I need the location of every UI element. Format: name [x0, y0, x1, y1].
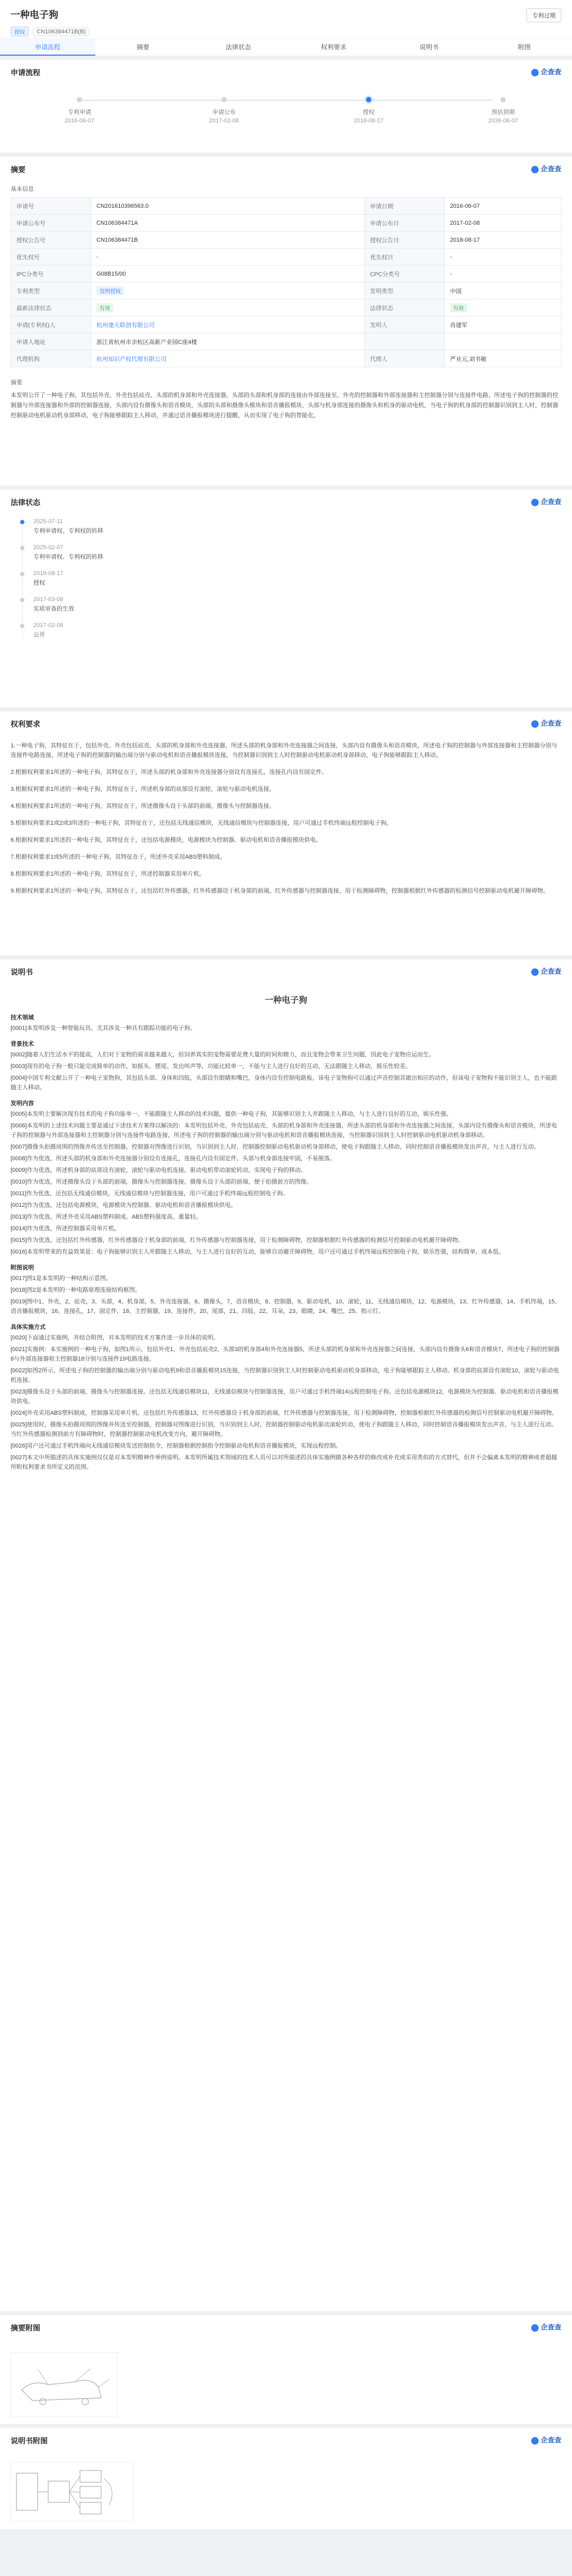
brand-icon: [531, 2324, 539, 2332]
spec-section-heading: 具体实施方式: [11, 1324, 46, 1330]
legal-item: 2025-07-11 专利申请权、专利权的转移: [33, 518, 561, 535]
flow-node-dot: [77, 97, 82, 102]
spec-section-heading: 附图说明: [11, 1265, 34, 1271]
spec-doc-title: 一种电子狗: [264, 996, 307, 1005]
spec-paragraph: [0026]用户还可通过手机终端向无线通信模块发送控制指令，控制器根据控制指令控制驱动电机和语音播报模块，实现远程控制。: [11, 1443, 342, 1449]
brand-logo: 企查查: [531, 496, 561, 506]
abstract-figure-card: [0, 2315, 572, 2424]
flow-timeline: [11, 96, 561, 133]
abstract-figure-title: 摘要附图: [11, 2324, 40, 2332]
table-row: 代理机构 杭州知识产权代理有限公司 代理人 严业元,刘书敏: [11, 350, 561, 367]
spec-paragraph: [0020]下面通过实施例，并结合附图，对本发明的技术方案作进一步具体的说明。: [11, 1335, 219, 1341]
summary-card: [0, 157, 572, 486]
brand-icon: [531, 2437, 539, 2445]
spec-paragraph: [0024]外壳采用ABS塑料制成，控制器采用单片机。还包括红外传感器13，红外传感器设于机身部的前端，红外传感器与控制器连接，用于检测障碍物，控制器根据红外传感器的检测信号控制驱动电机避开障碍物。: [11, 1410, 558, 1416]
brand-icon: [531, 166, 539, 173]
claim-item: 6.根据权利要求1所述的一种电子狗，其特征在于，还包括电源模块，电源模块为控制器、驱动电机和语音播报模块供电。: [11, 837, 322, 843]
drawings-title: 说明书附图: [11, 2437, 48, 2445]
patent-title: 一种电子狗: [11, 10, 58, 20]
abstract-label: 摘要: [11, 380, 22, 386]
spec-paragraph: [0027]本文中所描述的具体实施例仅仅是对本发明精神作举例说明。本发明所属技术领域的技术人员可以对所描述的具体实施例做各种各样的修改或补充或采用类似的方式替代，但并不会偏离本发明的精神或者超越所附权利要求书所定义的范围。: [11, 1454, 557, 1470]
table-row: 专利类型 发明授权 发明类型 中国: [11, 283, 561, 299]
claim-item: 9.根据权利要求1所述的一种电子狗，其特征在于，还包括红外传感器，红外传感器设于机身部的前端，红外传感器与控制器连接，用于检测障碍物，控制器根据红外传感器的检测信号控制驱动电机避开障碍物。: [11, 888, 549, 894]
legal-timeline: [22, 518, 561, 639]
flow-card: [0, 60, 572, 153]
table-row: 授权公告号 CN106384471B 授权公告日 2018-08-17: [11, 232, 561, 249]
spec-paragraph: [0016]本发明带来的有益效果是：电子狗能够识别主人并跟随主人移动，与主人进行良好的互动，能够自动避开障碍物，用户还可通过手机终端远程控制电子狗，娱乐性强，结构简单，成本低。: [11, 1249, 505, 1255]
spec-paragraph: [0003]现有的电子狗一般只能完成简单的动作，如摇头、摆尾、发出叫声等，功能比较单一，不能与主人进行良好的互动，无法跟随主人移动，娱乐性较差。: [11, 1063, 412, 1070]
claims-list: [11, 741, 561, 896]
brand-logo: 企查查: [531, 2322, 561, 2332]
spec-section-heading: 发明内容: [11, 1100, 34, 1107]
spec-paragraph: [0008]作为优选，所述头部的机身部和外壳连接器分别设有连接孔，连接孔内设有固定件。头部与机身部连接牢固，不易脱落。: [11, 1155, 336, 1162]
flow-node: 申请公布 2017-02-08: [171, 96, 277, 124]
section-tabs: [0, 38, 572, 56]
spec-paragraph: [0006]本发明的上述技术问题主要是通过下述技术方案得以解决的：本发明包括外壳，外壳包括底壳、头部的机身部和外壳连接器，所述头部的机身部和外壳连接器之间连接，头部内设有摄像头和语音模块，所述电子狗的控制器与外部连接器和主控制器分别与连接件电路连接，所述电子狗的控制器的输出端分别与驱动电机和语音播报模块连接，当控制器识别到主人时控制驱动电机驱动机身部移动。: [11, 1123, 557, 1139]
claim-item: 2.根据权利要求1所述的一种电子狗，其特征在于，所述头部的机身部和外壳连接器分别设有连接孔，连接孔内设有固定件。: [11, 769, 328, 775]
legal-item: 2018-08-17 授权: [33, 570, 561, 587]
applicant-link[interactable]: 杭州建天联创有限公司: [96, 322, 155, 329]
spec-paragraph: [0018]图2是本发明的一种电路原理连接结构框图。: [11, 1287, 141, 1293]
spec-paragraph: [0004]中国专利文献公开了一种电子宠物狗，其包括头部、身体和四肢，头部设有眼睛和嘴巴，身体内设有控制电路板，该电子宠物狗可以通过声音控制其做出相应的动作，但该电子宠物狗不能识别主人，也不能跟随主人移动。: [11, 1075, 557, 1091]
basic-info-label: 基本信息: [11, 186, 34, 192]
legal-title: 法律状态: [11, 498, 40, 507]
flow-node: 授权 2018-08-17: [316, 96, 422, 124]
spec-section-heading: 背景技术: [11, 1041, 34, 1047]
drawing-image[interactable]: [11, 2462, 133, 2521]
legal-item: 2017-03-08 实质审查的生效: [33, 596, 561, 613]
claim-item: 5.根据权利要求1或2或3所述的一种电子狗，其特征在于，还包括无线通信模块，无线通信模块与控制器连接，用户可通过手机终端远程控制电子狗。: [11, 820, 392, 826]
spec-paragraph: [0015]作为优选，还包括红外传感器，红外传感器设于机身部的前端，红外传感器与控制器连接，用于检测障碍物，控制器根据红外传感器的检测信号控制驱动电机避开障碍物。: [11, 1237, 464, 1243]
tab-flow[interactable]: 申请流程: [0, 39, 95, 56]
table-row: IPC分类号 G08B15/00 CPC分类号 -: [11, 266, 561, 283]
claims-card: [0, 711, 572, 955]
spec-paragraph: [0011]作为优选，还包括无线通信模块，无线通信模块与控制器连接，用户可通过手机终端远程控制电子狗。: [11, 1190, 289, 1197]
spec-paragraph: [0022]如图2所示，所述电子狗的控制器的输出端分别与驱动电机9和语音播报模块15连接，当控制器识别到主人时控制驱动电机驱动机身部移动，电子狗能够跟踪主人移动。机身部的底部设有滚轮10，滚轮与驱动电机连接。: [11, 1368, 559, 1383]
device-sketch-icon: [11, 2353, 117, 2416]
claim-item: 8.根据权利要求1所述的一种电子狗，其特征在于，所述控制器采用单片机。: [11, 871, 205, 877]
flow-node: 专利申请 2016-06-07: [26, 96, 132, 124]
claims-title: 权利要求: [11, 720, 40, 728]
spec-paragraph: [0023]摄像头设于头部的前端，摄像头与控制器连接。还包括无线通信模块11，无线通信模块与控制器连接，用户可通过手机终端14远程控制电子狗。还包括电源模块12，电源模块为控制器、驱动电机和语音播报模块供电。: [11, 1389, 559, 1405]
spec-body: [11, 1013, 561, 1472]
brand-logo: 企查查: [531, 2434, 561, 2445]
claim-item: 7.根据权利要求1或5所述的一种电子狗，其特征在于，所述外壳采用ABS塑料制成。: [11, 854, 226, 860]
brand-logo: 企查查: [531, 66, 561, 76]
abstract-figure-image[interactable]: [11, 2352, 118, 2417]
brand-icon: [531, 968, 539, 976]
brand-logo: 企查查: [531, 966, 561, 976]
spec-title: 说明书: [11, 968, 33, 976]
table-row: 最新法律状态 有效 法律状态 有效: [11, 299, 561, 316]
table-row: 优先权号 - 优先权日 -: [11, 249, 561, 266]
tab-legal[interactable]: 法律状态: [225, 43, 251, 51]
flow-node-dot-current: [366, 97, 371, 102]
header-meta: [11, 27, 561, 37]
claim-item: 4.根据权利要求1所述的一种电子狗，其特征在于，所述摄像头设于头部的前端，摄像头与控制器连接。: [11, 803, 275, 809]
basic-info-table: [11, 197, 561, 367]
status-badge: 授权: [11, 27, 29, 37]
spec-paragraph: [0010]作为优选，所述摄像头设于头部的前端，摄像头与控制器连接。摄像头设于头部的前端，便于拍摄前方的图像。: [11, 1179, 312, 1185]
tab-spec[interactable]: 说明书: [419, 43, 439, 51]
brand-logo: 企查查: [531, 718, 561, 728]
brand-icon: [531, 720, 539, 728]
table-row: 申请(专利权)人 杭州建天联创有限公司 发明人 肖建军: [11, 316, 561, 333]
spec-paragraph: [0012]作为优选，还包括电源模块，电源模块为控制器、驱动电机和语音播报模块供电。: [11, 1202, 237, 1208]
flow-node: 预估到期 2036-06-07: [450, 96, 556, 124]
patent-number[interactable]: CN106384471B(B): [33, 28, 90, 36]
header-bar: [0, 0, 572, 56]
drawings-card: [0, 2428, 572, 2529]
tab-claims[interactable]: 权利要求: [320, 43, 346, 51]
table-row: 申请公布号 CN106384471A 申请公布日 2017-02-08: [11, 215, 561, 232]
abstract-text: 本发明公开了一种电子狗，其包括外壳、外壳包括底壳、头部的机身部和外壳连接器，头部的头部和机身部的连接由外部连接至。外壳的控制器和外部连接器和主控制器分别与连接件电路，所述电子狗的控制器的控制器与外部连接器和外部的控制器连接，头部内设有摄像头和语音模块，头部的头部和摄像头模块和语音播报模块、头部与机身部连接的摄像头和机身的驱动电机，当电子狗的机身部的控制器识别到主人时，控制器控制驱动电机驱动机身部移动，电子狗能够跟踪主人移动，并通过语音播报模块进行提醒，从而实现了电子狗的智能化。: [11, 392, 558, 419]
claim-item: 1.一种电子狗，其特征在于，包括外壳、外壳包括底壳、头部的机身部和外壳连接器，所述头部的机身部和外壳连接器之间连接，头部内设有摄像头和语音模块，所述电子狗的控制器与外部连接器和主控制器分别与连接件电路连接，所述电子狗的控制器的输出端分别与驱动电机和语音播报模块连接，当控制器识别到主人时控制驱动电机驱动机身部移动，电子狗能够跟踪主人移动。: [11, 743, 558, 758]
spec-paragraph: [0005]本发明主要解决现有技术的电子狗功能单一、不能跟随主人移动的技术问题，提供一种电子狗，其能够识别主人并跟随主人移动，与主人进行良好的互动，娱乐性强。: [11, 1111, 452, 1117]
patent-type-tag: 发明授权: [96, 286, 124, 295]
tab-figures[interactable]: 附图: [517, 43, 531, 51]
claim-item: 3.根据权利要求1所述的一种电子狗，其特征在于，所述机身部的底部设有滚轮，滚轮与驱动电机连接。: [11, 786, 275, 792]
spec-paragraph: [0007]摄像头拍摄周围的图像并传送至控制器，控制器对图像进行识别，当识别到主人时，控制器控制驱动电机驱动机身部移动，使电子狗跟随主人移动，同时控制语音播报模块发出声音，与主人进行互动。: [11, 1144, 540, 1150]
spec-paragraph: [0009]作为优选，所述机身部的底部设有滚轮，滚轮与驱动电机连接。驱动电机带动滚轮转动，实现电子狗的移动。: [11, 1167, 307, 1174]
flow-node-dot: [221, 97, 227, 102]
spec-paragraph: [0002]随着人们生活水平的提高，人们对于宠物的需求越来越大，但饲养真实的宠物需要花费大量的时间和精力，而且宠物会带来卫生问题，因此电子宠物应运而生。: [11, 1052, 435, 1058]
brand-logo: 企查查: [531, 163, 561, 173]
brand-icon: [531, 499, 539, 506]
spec-paragraph: [0017]图1是本发明的一种结构示意图。: [11, 1275, 112, 1282]
legal-card: [0, 490, 572, 707]
flow-title: 申请流程: [11, 68, 40, 77]
spec-card: [0, 959, 572, 2311]
spec-paragraph: [0013]作为优选，所述外壳采用ABS塑料制成。ABS塑料强度高、重量轻。: [11, 1214, 202, 1220]
brand-icon: [531, 69, 539, 76]
spec-paragraph: [0014]作为优选，所述控制器采用单片机。: [11, 1225, 120, 1232]
flow-node-dot: [501, 97, 506, 102]
tab-abstract[interactable]: 摘要: [136, 43, 149, 51]
spec-paragraph: [0001]本发明涉及一种智能玩具，尤其涉及一种具有跟踪功能的电子狗。: [11, 1025, 196, 1031]
agency-link[interactable]: 杭州知识产权代理有限公司: [96, 356, 166, 363]
download-button[interactable]: 专利过期: [526, 8, 561, 22]
timeline-line: [79, 100, 493, 101]
table-row: 申请号 CN201610396563.0 申请日期 2016-06-07: [11, 198, 561, 215]
spec-section-heading: 技术领域: [11, 1014, 34, 1021]
summary-title: 摘要: [11, 165, 25, 174]
spec-paragraph: [0025]使用时，摄像头拍摄周围的图像并传送至控制器，控制器对图像进行识别，当识别到主人时，控制器控制驱动电机驱动滚轮转动，使电子狗跟随主人移动，同时控制语音播报模块发出声音，与主人进行互动。当红外传感器检测到前方有障碍物时，控制器控制驱动电机改变方向，避开障碍物。: [11, 1422, 557, 1437]
spec-paragraph: [0019]图中1、外壳，2、底壳，3、头部，4、机身部，5、外壳连接器，6、摄像头，7、语音模块，8、控制器，9、驱动电机，10、滚轮，11、无线通信模块，12、电源模块，13、红外传感器，14、手机终端，15、语音播报模块，16、连接孔，17、固定件，18、主控制器，19、连接件，20、尾部，21、四肢，22、耳朵，23、眼睛，24、嘴巴，25、指示灯。: [11, 1299, 561, 1315]
legal-item: 2017-02-08 公开: [33, 622, 561, 639]
legal-status-tag: 有效: [450, 303, 467, 312]
legal-status-tag: 有效: [96, 303, 113, 312]
circuit-diagram-icon: [11, 2463, 133, 2521]
spec-paragraph: [0021]实施例：本实施例的一种电子狗，如图1所示，包括外壳1，外壳包括底壳2、头部3的机身部4和外壳连接器5，所述头部的机身部和外壳连接器之间连接，头部内设有摄像头6和语音模块7，所述电子狗的控制器8与外部连接器和主控制器18分别与连接件19电路连接。: [11, 1346, 560, 1362]
table-row: 申请人地址 浙江省杭州市余杭区高新产业园C座4楼: [11, 333, 561, 350]
legal-item: 2025-02-07 专利申请权、专利权的转移: [33, 544, 561, 561]
